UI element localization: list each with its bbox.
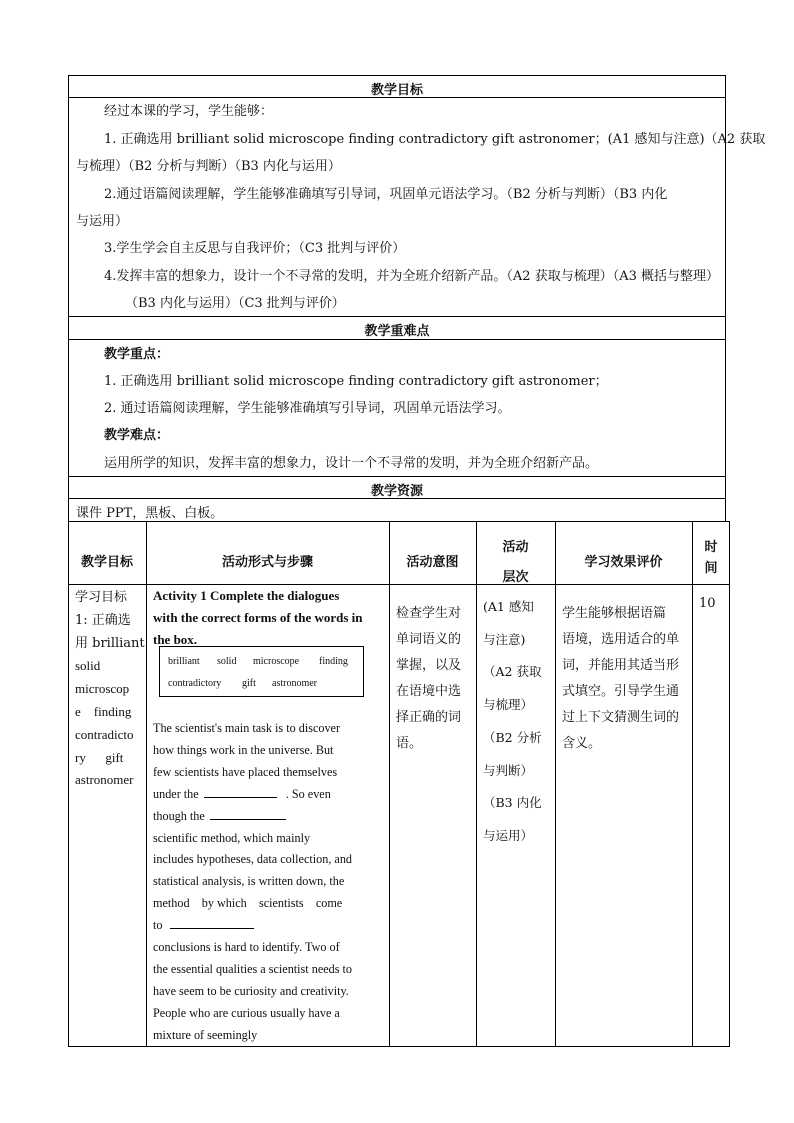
passage-line: have seem to be curiosity and creativity. bbox=[153, 983, 349, 998]
intent-line: 检查学生对 bbox=[396, 606, 462, 621]
activity-title-line1: Activity 1 Complete the dialogues bbox=[153, 588, 340, 603]
focus-item-2: 2. 通过语篇阅读理解，学生能够准确填写引导词，巩固单元语法学习。 bbox=[104, 401, 511, 416]
blank-3[interactable] bbox=[170, 916, 254, 929]
level-line: 与判断） bbox=[483, 762, 534, 778]
goal-line: ry gift bbox=[75, 749, 124, 765]
passage-line: The scientist's main task is to discover bbox=[153, 721, 341, 735]
word-astronomer: astronomer bbox=[272, 678, 317, 689]
word-gift: gift bbox=[242, 678, 256, 689]
passage-line: statistical analysis, is written down, the bbox=[153, 874, 345, 889]
objective-1-line1: 1. 正确选用 brilliant solid microscope finding contradictory gift astronomer；(A1 感知与注意)（A2 获取 bbox=[104, 132, 766, 147]
word-microscope: microscope bbox=[253, 656, 300, 667]
objective-4-line1: 4.发挥丰富的想象力，设计一个不寻常的发明，并为全班介绍新产品。（A2 获取与梳理）（A3 概括与整理） bbox=[104, 269, 719, 284]
evaluation-line: 含义。 bbox=[562, 736, 602, 751]
goal-line: contradicto bbox=[75, 726, 134, 742]
level-line: （A2 获取 bbox=[483, 664, 542, 680]
level-line: （B3 内化 bbox=[483, 795, 542, 811]
goal-line: 1: 正确选 bbox=[75, 612, 131, 628]
col-intent-header: 活动意图 bbox=[406, 555, 459, 570]
blank-1[interactable] bbox=[204, 785, 277, 798]
focus-label: 教学重点： bbox=[104, 347, 170, 362]
col-evaluation-header: 学习效果评价 bbox=[584, 555, 663, 570]
passage-line: People who are curious usually have a bbox=[153, 1005, 340, 1020]
passage-text: . So even bbox=[285, 786, 331, 801]
intent-line: 在语境中选 bbox=[396, 684, 462, 699]
blank-2[interactable] bbox=[210, 807, 286, 820]
intent-line: 择正确的词 bbox=[396, 710, 462, 725]
passage-line: mixture of seemingly bbox=[153, 1027, 258, 1042]
difficulty-label: 教学难点： bbox=[104, 428, 170, 443]
word-brilliant: brilliant bbox=[168, 656, 200, 667]
passage-line: method by which scientists come bbox=[153, 896, 343, 911]
word-contradictory: contradictory bbox=[168, 678, 222, 689]
passage-text: to bbox=[153, 918, 163, 933]
goal-cell bbox=[75, 587, 145, 792]
objective-2-line2: 与运用） bbox=[76, 214, 129, 229]
focus-item-1: 1. 正确选用 brilliant solid microscope finding contradictory gift astronomer； bbox=[104, 374, 608, 389]
intent-line: 语。 bbox=[396, 736, 423, 751]
intent-line: 掌握，以及 bbox=[396, 658, 462, 673]
passage bbox=[153, 718, 385, 1047]
level-line: 与注意) bbox=[483, 631, 526, 647]
passage-line bbox=[153, 784, 385, 806]
objective-4-line2: （B3 内化与运用）（C3 批判与评价） bbox=[125, 296, 345, 311]
col-time-header-2: 间 bbox=[704, 561, 718, 576]
level-line: (A1 感知 bbox=[483, 599, 534, 614]
word-solid: solid bbox=[217, 656, 237, 667]
goal-line: e finding bbox=[75, 703, 132, 719]
activity-title-line3: the box. bbox=[153, 632, 198, 647]
objective-3: 3.学生学会自主反思与自我评价；（C3 批判与评价） bbox=[104, 241, 406, 256]
objectives-intro: 经过本课的学习，学生能够： bbox=[104, 104, 274, 119]
goal-line: solid bbox=[75, 658, 101, 674]
passage-line: scientific method, which mainly bbox=[153, 830, 311, 845]
level-cell bbox=[483, 591, 553, 853]
key-points-header: 教学重难点 bbox=[364, 324, 430, 339]
evaluation-line: 学生能够根据语篇 bbox=[562, 606, 667, 621]
word-finding: finding bbox=[319, 656, 348, 667]
col-level-header-1: 活动 bbox=[502, 540, 529, 555]
passage-line: few scientists have placed themselves bbox=[153, 764, 338, 779]
resources-header: 教学资源 bbox=[370, 484, 423, 499]
col-goal-header: 教学目标 bbox=[80, 555, 133, 570]
goal-line: microscop bbox=[75, 681, 130, 697]
passage-line: how things work in the universe. But bbox=[153, 742, 334, 757]
intent-cell bbox=[396, 601, 474, 757]
goal-line: 用 brilliant bbox=[75, 635, 145, 651]
evaluation-line: 式填空。引导学生通 bbox=[562, 684, 680, 699]
level-line: 与梳理） bbox=[483, 697, 534, 713]
passage-line bbox=[153, 915, 385, 937]
passage-text: under the bbox=[153, 786, 199, 801]
resources-content: 课件 PPT，黑板、白板。 bbox=[76, 506, 224, 521]
difficulty-text: 运用所学的知识，发挥丰富的想象力，设计一个不寻常的发明，并为全班介绍新产品。 bbox=[104, 456, 599, 471]
word-box bbox=[159, 646, 364, 697]
evaluation-line: 语境，选用适合的单 bbox=[562, 632, 680, 647]
evaluation-line: 过上下文猜测生词的 bbox=[562, 710, 680, 725]
goal-line: 学习目标 bbox=[75, 590, 128, 605]
evaluation-cell bbox=[562, 601, 690, 757]
time-value: 10 bbox=[699, 596, 716, 611]
goal-line: astronomer bbox=[75, 772, 134, 788]
objective-2-line1: 2.通过语篇阅读理解，学生能够准确填写引导词，巩固单元语法学习。（B2 分析与判断）（B3 内化 bbox=[104, 187, 668, 202]
objectives-header: 教学目标 bbox=[370, 83, 423, 98]
objective-1-line2: 与梳理）（B2 分析与判断）（B3 内化与运用） bbox=[76, 159, 341, 174]
level-line: （B2 分析 bbox=[483, 729, 542, 745]
evaluation-line: 词，并能用其适当形 bbox=[562, 658, 680, 673]
passage-line: conclusions is hard to identify. Two of bbox=[153, 940, 340, 955]
col-time-header-1: 时 bbox=[704, 540, 718, 555]
passage-line: includes hypotheses, data collection, and bbox=[153, 852, 353, 867]
passage-line: the essential qualities a scientist needs to bbox=[153, 961, 353, 976]
passage-text: though the bbox=[153, 808, 205, 823]
activity-title-line2: with the correct forms of the words in bbox=[153, 610, 363, 625]
passage-line bbox=[153, 806, 385, 828]
col-steps-header: 活动形式与步骤 bbox=[221, 555, 313, 570]
level-line: 与运用） bbox=[483, 827, 534, 843]
intent-line: 单词语义的 bbox=[396, 632, 462, 647]
col-level-header-2: 层次 bbox=[502, 570, 529, 585]
